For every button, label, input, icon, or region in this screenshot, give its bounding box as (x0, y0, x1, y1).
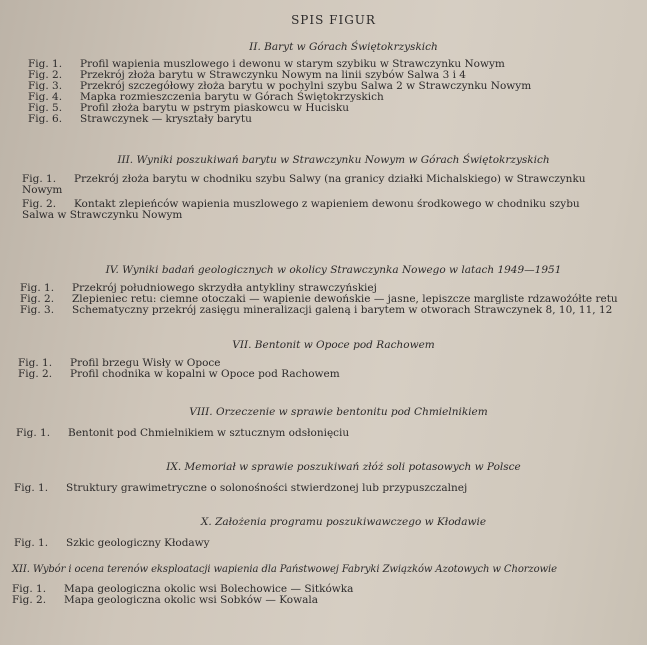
section-heading: XII. Wybór i ocena terenów eksploatacji wapienia dla Państwowej Fabryki Związków Azotowych w Chorzowie (12, 564, 557, 575)
section-x (0, 516, 647, 549)
figure-label: Fig. 1. (16, 427, 51, 439)
figure-text: Schematyczny przekrój zasięgu mineralizacji galeną i barytem w otworach Strawczynek 8, 10, 11, 12 (72, 304, 613, 316)
section-heading: II. Baryt w Górach Świętokrzyskich (249, 41, 438, 53)
figure-text: Zlepieniec retu: ciemne otoczaki — wapienie dewońskie — jasne, lepiszcze margliste rdzawożółte retu (72, 293, 618, 305)
figure-label: Fig. 4. (28, 91, 63, 103)
figure-entry (12, 595, 647, 606)
figure-label: Fig. 1. (12, 583, 47, 595)
figure-text: Mapa geologiczna okolic wsi Sobków — Kowala (64, 594, 318, 606)
figure-text: Mapka rozmieszczenia barytu w Górach Świętokrzyskich (80, 91, 384, 103)
figure-label: Fig. 1. (14, 482, 49, 494)
section-ii (0, 41, 647, 125)
figure-text: Profil złoża barytu w pstrym piaskowcu w Hucisku (80, 102, 350, 114)
section-iv (0, 264, 647, 316)
figure-text: Bentonit pod Chmielnikiem w sztucznym odsłonięciu (68, 427, 350, 439)
figure-label: Fig. 2. (28, 69, 63, 81)
figure-label: Fig. 1. (14, 537, 49, 549)
figure-text: Mapa geologiczna okolic wsi Bolechowice — Sitkówka (64, 583, 354, 595)
figure-text: Strawczynek — kryształy barytu (80, 113, 252, 125)
figure-label: Fig. 1. (22, 173, 57, 185)
figure-label: Fig. 3. (28, 80, 63, 92)
figure-label: Fig. 5. (28, 102, 63, 114)
figure-entry (20, 305, 647, 316)
figure-text: Przekrój południowego skrzydła antykliny strawczyńskiej (72, 282, 377, 294)
figure-text-continued: Salwa w Strawczynku Nowym (22, 209, 183, 221)
figure-label: Fig. 1. (28, 58, 63, 70)
figure-text: Przekrój złoża barytu w chodniku szybu Salwy (na granicy działki Michalskiego) w Strawczynku (74, 173, 586, 185)
figure-entry (14, 538, 647, 549)
figure-text: Przekrój złoża barytu w Strawczynku Nowym na linii szybów Salwa 3 i 4 (80, 69, 466, 81)
figure-text: Struktury grawimetryczne o solonośności stwierdzonej lub przypuszczalnej (66, 482, 468, 494)
figure-label: Fig. 2. (20, 293, 55, 305)
figure-label: Fig. 1. (18, 357, 53, 369)
section-viii (0, 406, 647, 439)
figure-entry (14, 483, 647, 494)
section-iii (0, 154, 647, 221)
figure-text: Profil chodnika w kopalni w Opoce pod Rachowem (70, 368, 340, 380)
figure-label: Fig. 1. (20, 282, 55, 294)
figure-entry (28, 114, 647, 125)
section-xii (0, 564, 647, 606)
section-ix (0, 461, 647, 494)
figure-label: Fig. 2. (12, 594, 47, 606)
figure-label: Fig. 6. (28, 113, 63, 125)
figure-label: Fig. 2. (22, 198, 57, 210)
page-title: SPIS FIGUR (291, 13, 376, 27)
figure-text: Profil brzegu Wisły w Opoce (70, 357, 221, 369)
figure-text-continued: Nowym (22, 184, 63, 196)
section-heading: IV. Wyniki badań geologicznych w okolicy Strawczynka Nowego w latach 1949—1951 (105, 264, 562, 276)
figure-text: Przekrój szczegółowy złoża barytu w pochylni szybu Salwa 2 w Strawczynku Nowym (80, 80, 532, 92)
section-vii (0, 339, 647, 380)
figure-label: Fig. 2. (18, 368, 53, 380)
figure-text: Profil wapienia muszlowego i dewonu w starym szybiku w Strawczynku Nowym (80, 58, 505, 70)
figure-entry (22, 174, 647, 185)
figure-label: Fig. 3. (20, 304, 55, 316)
figure-entry (18, 369, 647, 380)
section-heading: VIII. Orzeczenie w sprawie bentonitu pod Chmielnikiem (189, 406, 488, 418)
section-heading: IX. Memoriał w sprawie poszukiwań złóż soli potasowych w Polsce (166, 461, 521, 473)
figure-text: Szkic geologiczny Kłodawy (66, 537, 210, 549)
figure-entry (16, 428, 647, 439)
section-heading: VII. Bentonit w Opoce pod Rachowem (232, 339, 435, 351)
section-heading: X. Założenia programu poszukiwawczego w Kłodawie (200, 516, 487, 528)
section-heading: III. Wyniki poszukiwań barytu w Strawczynku Nowym w Górach Świętokrzyskich (117, 154, 550, 166)
figure-text: Kontakt zlepieńców wapienia muszlowego z wapieniem dewonu środkowego w chodniku szybu (74, 198, 580, 210)
